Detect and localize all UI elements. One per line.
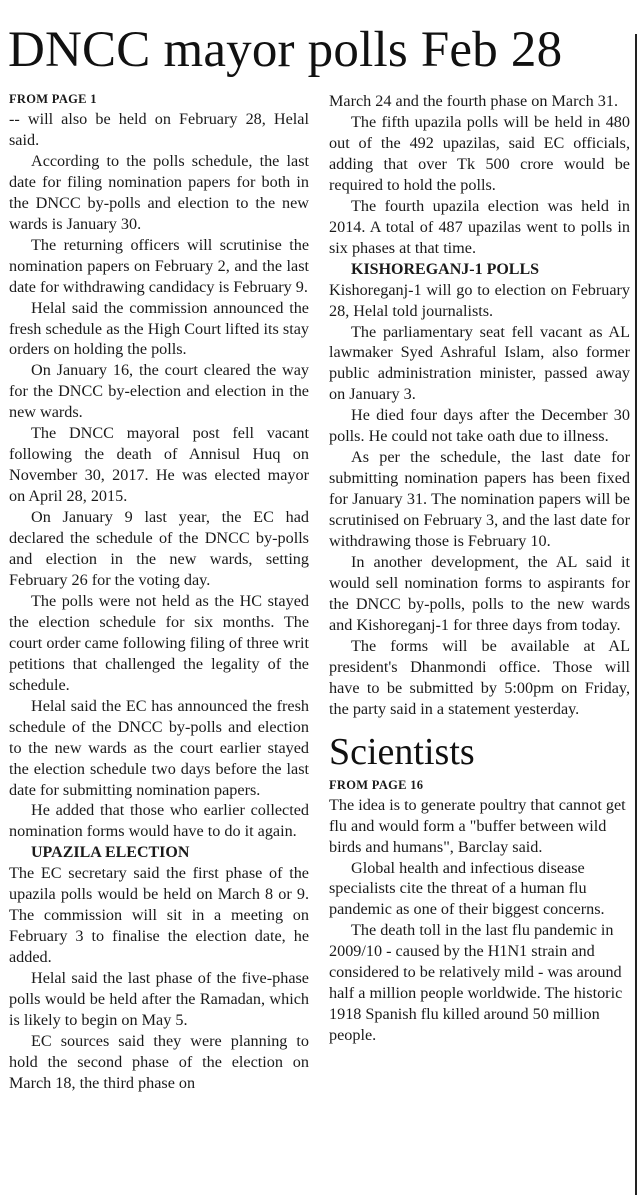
paragraph: The DNCC mayoral post fell vacant following the death of Annisul Huq on November 30, 2017. He was elected mayor on April 28, 2015. [9, 424, 309, 506]
paragraph: The EC secretary said the first phase of the upazila polls would be held on March 8 or 9. The commission will sit in a meeting on February 3 to finalise the election date, he added. [9, 864, 309, 967]
paragraph: The death toll in the last flu pandemic in 2009/10 - caused by the H1N1 strain and considered to be relatively mild - was around half a million people worldwide. The historic 1918 Spanish flu killed around 50 million people. [329, 921, 623, 1045]
paragraph: EC sources said they were planning to hold the second phase of the election on March 18, the third phase on [9, 1031, 309, 1092]
column-rule [635, 34, 637, 1195]
paragraph: As per the schedule, the last date for submitting nomination papers has been fixed for January 31. The nomination papers will be scrutinised on February 3, and the last date for withdrawing those is February 10. [329, 448, 630, 551]
paragraph: The idea is to generate poultry that cannot get flu and would form a "buffer between wild birds and humans", Barclay said. [329, 795, 626, 856]
paragraph: -- will also be held on February 28, Helal said. [9, 110, 309, 149]
paragraph: The fourth upazila election was held in 2014. A total of 487 upazilas went to polls in six phases at that time. [329, 196, 630, 257]
paragraph: Kishoreganj-1 will go to election on February 28, Helal told journalists. [329, 280, 630, 320]
subheading: KISHOREGANJ-1 POLLS [351, 260, 540, 278]
headline: DNCC mayor polls Feb 28 [8, 22, 563, 78]
kicker: FROM PAGE 1 [9, 92, 97, 106]
paragraph: Helal said the last phase of the five-phase polls would be held after the Ramadan, which is likely to begin on May 5. [9, 969, 309, 1030]
paragraph: The forms will be available at AL president's Dhanmondi office. Those will have to be submitted by 5:00pm on Friday, the party said in a statement yesterday. [329, 636, 630, 718]
paragraph: The polls were not held as the HC stayed the election schedule for six months. The court order came following filing of three writ petitions that challenged the legality of the schedule. [9, 591, 309, 694]
paragraph: March 24 and the fourth phase on March 31. [329, 92, 619, 110]
paragraph: Global health and infectious disease specialists cite the threat of a human flu pandemic as one of their biggest concerns. [329, 858, 605, 919]
left-column [9, 92, 309, 1094]
paragraph: Helal said the commission announced the fresh schedule as the High Court lifted its stay orders on holding the polls. [9, 298, 309, 359]
scientists-article [329, 730, 630, 1046]
paragraph: In another development, the AL said it would sell nomination forms to aspirants for the DNCC by-polls, polls to the new wards and Kishoreganj-1 for three days from today. [329, 553, 630, 634]
paragraph: On January 16, the court cleared the way for the DNCC by-election and election in the new wards. [9, 361, 309, 422]
kicker: FROM PAGE 16 [329, 777, 424, 792]
paragraph: The parliamentary seat fell vacant as AL lawmaker Syed Ashraful Islam, also former public administration minister, passed away on January 3. [329, 322, 630, 404]
paragraph: He died four days after the December 30 polls. He could not take oath due to illness. [329, 406, 630, 446]
paragraph: The fifth upazila polls will be held in 480 out of the 492 upazilas, said EC officials, adding that over Tk 500 crore would be required to hold the polls. [329, 112, 630, 194]
paragraph: On January 9 last year, the EC had declared the schedule of the DNCC by-polls and election in the new wards, setting February 26 for the voting day. [9, 508, 309, 589]
paragraph: The returning officers will scrutinise the nomination papers on February 2, and the last date for withdrawing candidacy is February 9. [9, 235, 309, 296]
paragraph: He added that those who earlier collected nomination forms would have to do it again. [9, 801, 309, 841]
paragraph: According to the polls schedule, the last date for filing nomination papers for both in the DNCC by-polls and election to the new wards is January 30. [9, 151, 309, 233]
right-column [329, 91, 630, 1046]
scientists-headline: Scientists [329, 730, 475, 773]
subheading: UPAZILA ELECTION [31, 844, 190, 862]
paragraph: Helal said the EC has announced the fresh schedule of the DNCC by-polls and election to the new wards as the court earlier stayed the election schedule two days before the last date for submitting nomination papers. [9, 696, 309, 799]
